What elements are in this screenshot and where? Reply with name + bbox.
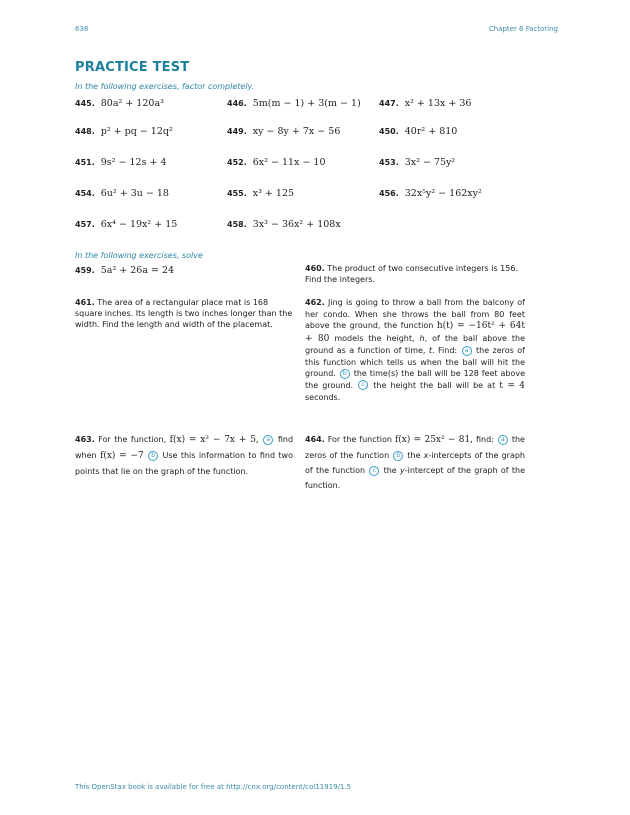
variable-h: h [419,333,425,343]
exercise-expression: x³ + 125 [252,188,295,199]
exercise-expression: p² + pq − 12q² [100,126,173,137]
part-c-text: -intercept of the graph of the function. [305,466,525,490]
exercise-448 [75,126,173,137]
exercise-455 [227,188,294,199]
exercise-number: 455. [227,189,247,198]
part-c-text: the height the ball will be at [373,380,496,390]
label-a-icon: a [462,346,472,356]
exercise-number: 450. [379,127,399,136]
exercise-expression: x² + 13x + 36 [404,98,472,109]
exercise-expression: 32x⁵y² − 162xy² [404,188,482,199]
label-a-icon: a [498,435,508,445]
exercise-number: 445. [75,99,95,108]
exercise-451 [75,157,167,168]
exercise-460 [305,263,525,285]
label-c-icon: c [358,380,368,390]
exercise-number: 451. [75,158,95,167]
part-b-text: -intercepts of the graph of the function [305,451,525,475]
exercise-446 [227,98,361,109]
exercise-number: 446. [227,99,247,108]
solve-instructions: In the following exercises, solve [75,251,203,260]
exercise-number: 459. [75,266,95,275]
footer-link[interactable]: This OpenStax book is available for free at http://cnx.org/content/col11919/1.5 [75,783,352,791]
exercise-number: 449. [227,127,247,136]
exercise-expression: 40r² + 810 [404,126,458,137]
exercise-447 [379,98,471,109]
function-definition: f(x) = x² − 7x + 5, [169,435,259,445]
exercise-expression: 5a² + 26a = 24 [100,265,175,276]
height-function: h(t) = −16t² + 64t + 80 [305,321,525,344]
exercise-449 [227,126,340,137]
variable-x: x [423,451,429,460]
exercise-number: 447. [379,99,399,108]
exercise-452 [227,157,326,168]
exercise-457 [75,219,177,230]
exercise-expression: 80a² + 120a³ [100,98,164,109]
variable-y: y [399,466,405,475]
exercise-text: , of the ball above the ground as a function of time, [305,333,526,355]
exercise-number: 463. [75,435,95,444]
exercise-459 [75,265,174,276]
function-definition: f(x) = 25x² − 81, [394,435,474,445]
exercise-expression: 6u² + 3u − 18 [100,188,169,199]
exercise-456 [379,188,482,199]
exercise-text: For the function [327,435,392,444]
exercise-464 [305,432,525,493]
exercise-number: 448. [75,127,95,136]
exercise-445 [75,98,164,109]
exercise-expression: xy − 8y + 7x − 56 [252,126,341,137]
part-b-text: the time(s) the ball will be 128 feet above the ground. [305,369,525,390]
exercise-454 [75,188,169,199]
exercise-number: 462. [305,298,325,307]
exercise-text: Jing is going to throw a ball from the balcony of her condo. When she throws the ball from 80 feet above the ground, the function [305,298,525,330]
exercise-number: 464. [305,435,325,444]
exercise-number: 453. [379,158,399,167]
exercise-text: The area of a rectangular place mat is 168 square inches. Its length is two inches longer than the width. Find the length and width of the placemat. [75,298,293,329]
function-value: f(x) = −7 [100,451,144,461]
part-a-text: find when [75,435,294,460]
part-a-text: the zeros of the function [305,435,525,460]
label-b-icon: b [340,369,350,379]
label-c-icon: c [369,466,379,476]
exercise-number: 460. [305,264,325,273]
exercise-number: 456. [379,189,399,198]
exercise-462 [305,297,525,404]
exercise-458 [227,219,341,230]
label-b-icon: b [148,451,158,461]
exercise-450 [379,126,457,137]
exercise-expression: 3x³ − 36x² + 108x [252,219,341,230]
exercise-463 [75,432,293,479]
label-a-icon: a [263,435,273,445]
part-b-text: Use this information to find two points that lie on the graph of the function. [75,451,293,476]
exercise-text: models the height, [334,333,420,343]
chapter-title: Chapter 6 Factoring [488,25,558,33]
exercise-453 [379,157,455,168]
exercise-number: 457. [75,220,95,229]
exercise-number: 461. [75,298,95,307]
exercise-expression: 5m(m − 1) + 3(m − 1) [252,98,361,109]
time-value: t = 4 [499,380,525,391]
exercise-text: For the function, [98,435,167,444]
exercise-expression: 6x² − 11x − 10 [252,157,326,168]
page-title: PRACTICE TEST [75,60,190,75]
exercise-expression: 9s² − 12s + 4 [100,157,167,168]
part-a-text: the zeros of this function which tells us when the ball will hit the ground. [305,346,525,378]
factor-instructions: In the following exercises, factor completely. [75,82,255,91]
exercise-expression: 3x² − 75y² [404,157,456,168]
exercise-text: . Find: [432,346,461,355]
variable-t: t [428,346,433,355]
part-b-pre: the [407,451,424,460]
label-b-icon: b [393,451,403,461]
exercise-expression: 6x⁴ − 19x² + 15 [100,219,178,230]
exercise-number: 452. [227,158,247,167]
exercise-number: 458. [227,220,247,229]
part-c-end: seconds. [305,393,341,402]
page-number: 638 [75,25,89,33]
exercise-number: 454. [75,189,95,198]
exercise-text: The product of two consecutive integers is 156. Find the integers. [305,264,518,284]
exercise-text: find: [476,435,494,444]
exercise-461 [75,297,297,330]
part-c-pre: the [383,466,400,475]
